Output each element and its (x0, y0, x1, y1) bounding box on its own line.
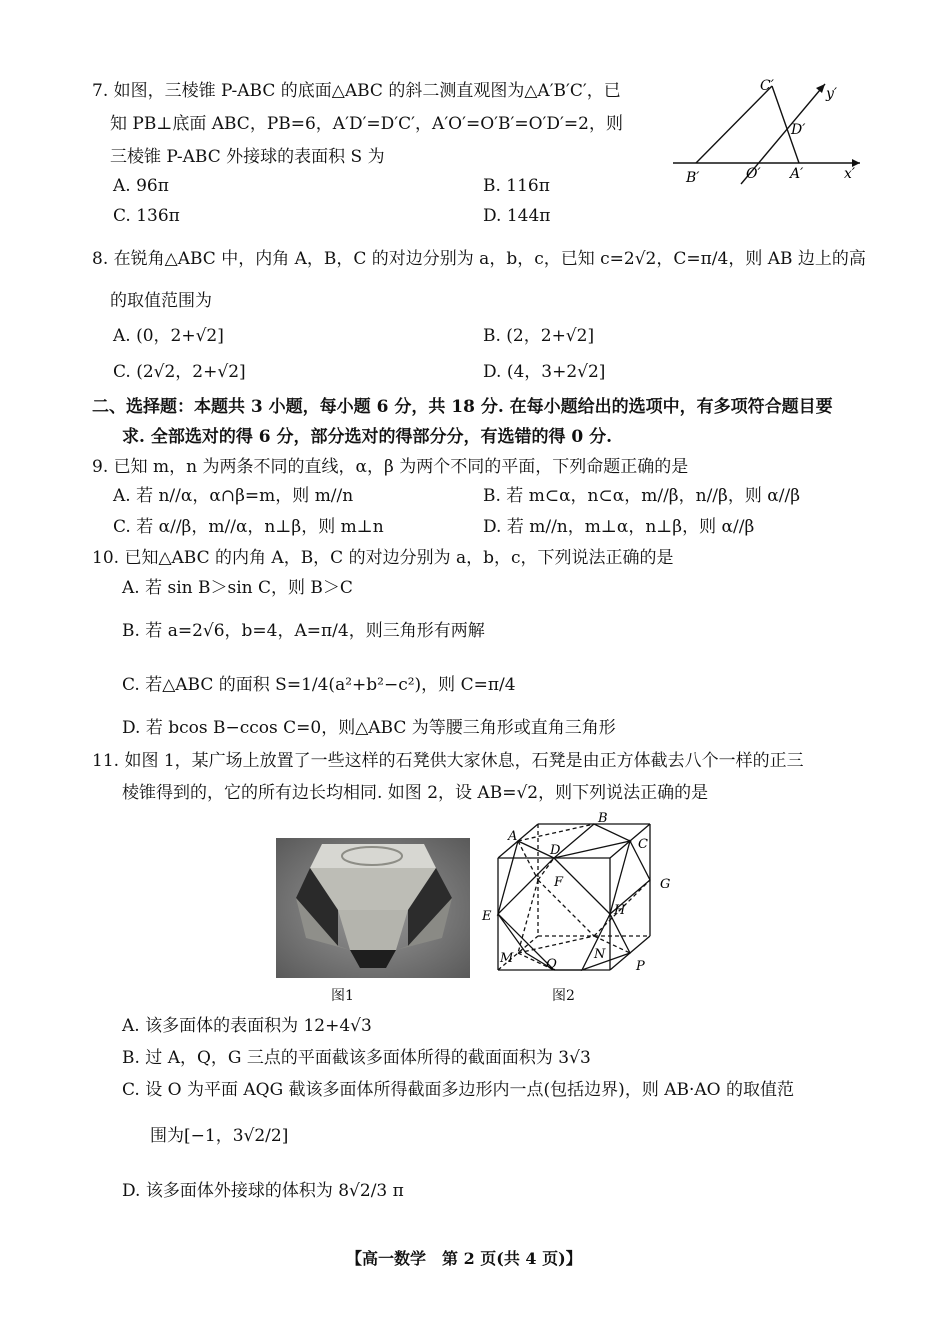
figure1-caption: 图1 (331, 988, 354, 1004)
q7-option-b: B. 116π (483, 176, 550, 196)
y-axis-arrow (816, 84, 825, 93)
label-N: N (594, 947, 606, 962)
label-H: H (614, 903, 626, 918)
q10-line1: 10. 已知△ABC 的内角 A，B，C 的对边分别为 a，b，c，下列说法正确的是 (92, 548, 674, 568)
label-x: x′ (844, 166, 856, 182)
hidden-edge (538, 858, 554, 880)
q9-option-d: D. 若 m//n，m⊥α，n⊥β，则 α//β (483, 517, 755, 537)
label-D: D (550, 843, 561, 858)
q9-option-c: C. 若 α//β，m//α，n⊥β，则 m⊥n (113, 517, 384, 537)
q11-line2: 棱锥得到的，它的所有边长均相同. 如图 2，设 AB=√2，则下列说法正确的是 (122, 783, 709, 803)
label-b: B′ (686, 170, 700, 186)
q8-option-d: D. (4，3+2√2] (483, 362, 606, 382)
label-F: F (554, 875, 564, 890)
hidden-edge (518, 841, 538, 880)
figure2-caption: 图2 (552, 988, 575, 1004)
section2-line2: 求. 全部选对的得 6 分，部分选对的得部分分，有选错的得 0 分. (122, 427, 613, 447)
bench-front-lower-face (338, 910, 408, 950)
q7-oblique-figure (668, 72, 868, 192)
q7-line1: 7. 如图，三棱锥 P-ABC 的底面△ABC 的斜二测直观图为△A′B′C′，已 (92, 81, 621, 101)
q11-option-c-line1: C. 设 O 为平面 AQG 截该多面体所得截面多边形内一点(包括边界)，则 AB·AO 的取值范 (122, 1080, 795, 1100)
label-d: D′ (791, 122, 806, 138)
q10-option-c: C. 若△ABC 的面积 S=1/4(a²+b²−c²)，则 C=π/4 (122, 675, 516, 695)
cut-triangle (554, 824, 630, 858)
label-y: y′ (826, 86, 838, 102)
segment-cb (696, 86, 772, 163)
q9-option-a: A. 若 n//α，α∩β=m，则 m//n (113, 486, 354, 506)
section2-line1: 二、选择题：本题共 3 小题，每小题 6 分，共 18 分. 在每小题给出的选项中，有多项符合题目要 (92, 397, 833, 417)
page-footer: 【高一数学 第 2 页(共 4 页)】 (346, 1249, 582, 1268)
q8-option-c: C. (2√2，2+√2] (113, 362, 246, 382)
q7-line2: 知 PB⊥底面 ABC，PB=6，A′D′=D′C′，A′O′=O′B′=O′D′=2，则 (110, 114, 623, 134)
q8-option-b: B. (2，2+√2] (483, 326, 595, 346)
hidden-edge (538, 880, 594, 936)
label-G: G (660, 877, 671, 892)
cut-triangle (498, 841, 554, 914)
q8-line2: 的取值范围为 (110, 291, 212, 311)
cut-triangle (582, 914, 630, 970)
q7-option-c: C. 136π (113, 206, 180, 226)
q9-option-b: B. 若 m⊂α，n⊂α，m//β，n//β，则 α//β (483, 486, 801, 506)
q11-option-c-line2: 围为[−1，3√2/2] (150, 1126, 289, 1146)
q8-option-a: A. (0，2+√2] (113, 326, 224, 346)
q10-option-a: A. 若 sin B＞sin C，则 B＞C (122, 578, 353, 598)
q11-option-b: B. 过 A，Q，G 三点的平面截该多面体所得的截面面积为 3√3 (122, 1048, 591, 1068)
stone-bench-photo (276, 838, 470, 978)
label-c: C′ (760, 78, 774, 94)
hidden-edge (518, 824, 594, 841)
q9-line1: 9. 已知 m，n 为两条不同的直线，α，β 为两个不同的平面，下列命题正确的是 (92, 457, 689, 477)
q11-option-d: D. 该多面体外接球的体积为 8√2/3 π (122, 1181, 404, 1201)
label-M: M (500, 951, 514, 966)
truncated-cube-diagram (478, 810, 678, 985)
q10-option-d: D. 若 bcos B−ccos C=0，则△ABC 为等腰三角形或直角三角形 (122, 718, 616, 738)
label-a: A′ (790, 166, 804, 182)
q8-line1: 8. 在锐角△ABC 中，内角 A，B，C 的对边分别为 a，b，c，已知 c=2√2，C=π/4，则 AB 边上的高 (92, 249, 866, 269)
label-A: A (508, 829, 518, 844)
q7-line3: 三棱锥 P-ABC 外接球的表面积 S 为 (110, 147, 385, 167)
label-E: E (482, 909, 492, 924)
label-o: O′ (746, 166, 761, 182)
q10-option-b: B. 若 a=2√6，b=4，A=π/4，则三角形有两解 (122, 621, 485, 641)
label-Q: Q (546, 957, 557, 972)
q11-option-a: A. 该多面体的表面积为 12+4√3 (122, 1016, 372, 1036)
label-B: B (598, 811, 608, 826)
q7-option-a: A. 96π (113, 176, 169, 196)
q7-option-d: D. 144π (483, 206, 551, 226)
q11-line1: 11. 如图 1，某广场上放置了一些这样的石凳供大家休息，石凳是由正方体截去八个一样的正三 (92, 751, 804, 771)
label-P: P (636, 959, 645, 974)
label-C: C (638, 837, 648, 852)
